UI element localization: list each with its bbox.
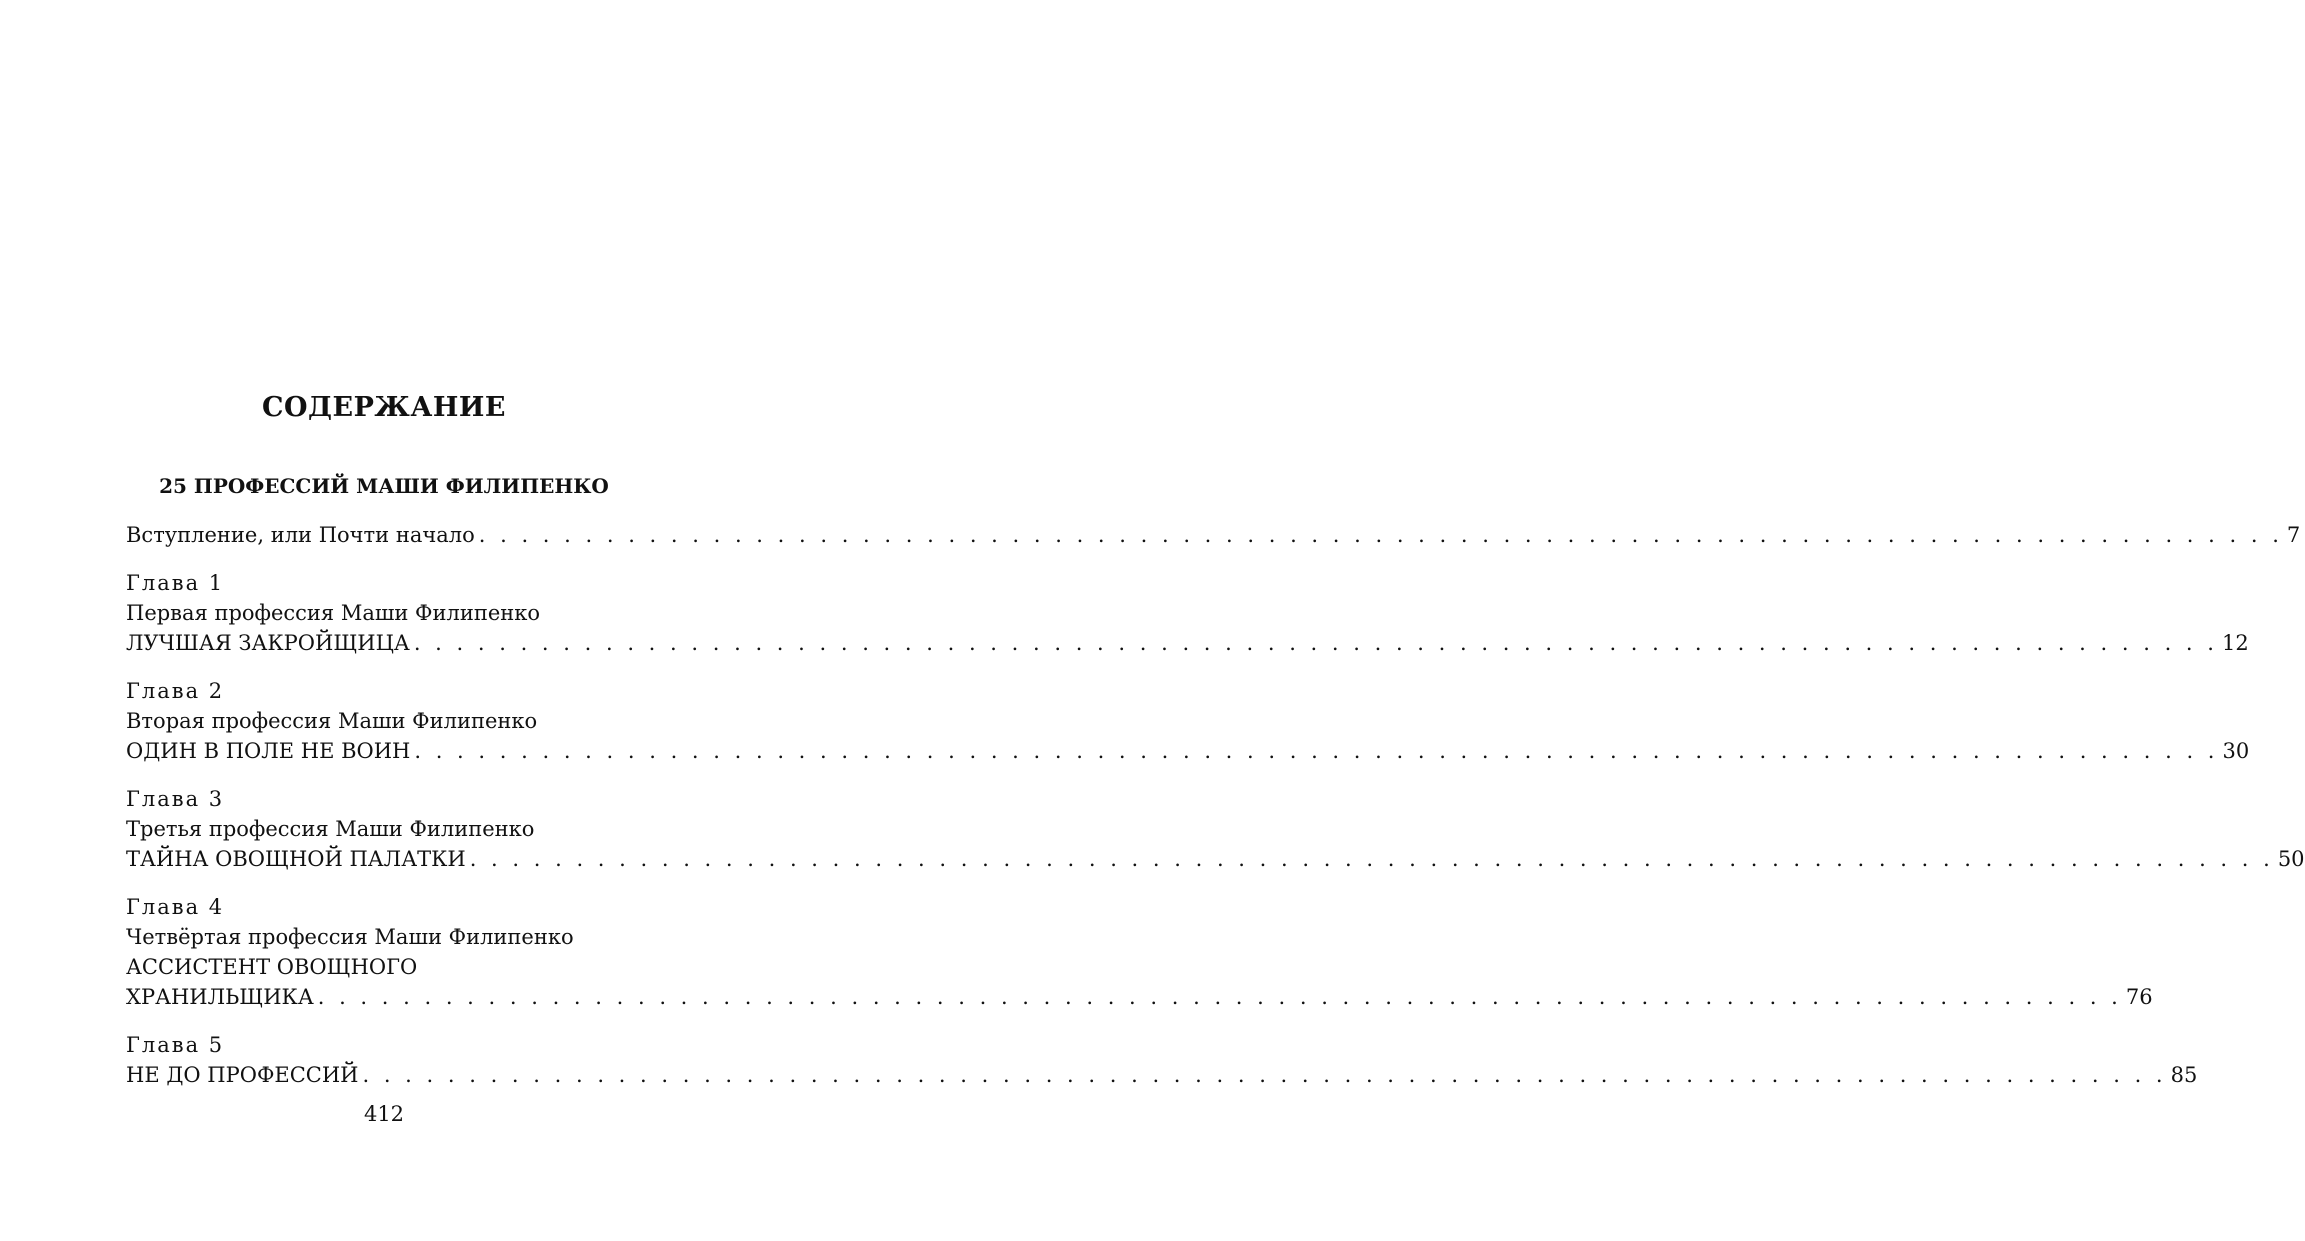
toc-entry-title-line-2: ХРАНИЛЬЩИКА <box>126 985 314 1009</box>
toc-page-number: 76 <box>2125 985 2153 1009</box>
toc-entry-title: ТАЙНА ОВОЩНОЙ ПАЛАТКИ <box>126 847 466 871</box>
toc-page-number: 50 <box>2277 847 2305 871</box>
toc-entry-title: ЛУЧШАЯ ЗАКРОЙЩИЦА <box>126 631 410 655</box>
chapter-label: Глава 2 <box>126 679 225 703</box>
toc-entry-title: НЕ ДО ПРОФЕССИЙ <box>126 1063 359 1087</box>
dot-leader: . . . . . . . . . . . . . . . . . . . . . . . . . . . . . . . . . . . . . . . . . . . . . . . . . . . . . . . . . . . . . . . . . . . . . . . . . . . . . . . . . . . . . <box>317 985 2122 1009</box>
page-number: 412 <box>363 1102 405 1126</box>
chapter-subtitle: Вторая профессия Маши Филипенко <box>126 709 538 733</box>
toc-page-number: 12 <box>2221 631 2249 655</box>
toc-page-number: 30 <box>2222 739 2250 763</box>
toc-entry-chapter-1[interactable] <box>126 568 2249 658</box>
table-of-contents <box>126 520 2305 1108</box>
toc-entry-title-line-1: АССИСТЕНТ ОВОЩНОГО <box>126 955 418 979</box>
chapter-label: Глава 1 <box>126 571 225 595</box>
toc-entry-line <box>126 1060 2198 1090</box>
toc-entry-chapter-4[interactable] <box>126 892 2153 1012</box>
chapter-label: Глава 5 <box>126 1033 225 1057</box>
toc-entry-line <box>126 520 2301 550</box>
toc-entry-line <box>126 628 2249 658</box>
dot-leader: . . . . . . . . . . . . . . . . . . . . . . . . . . . . . . . . . . . . . . . . . . . . . . . . . . . . . . . . . . . . . . . . . . . . . . . . . . . . . . . . . . . . . <box>478 523 2283 547</box>
toc-entry-line <box>126 844 2305 874</box>
toc-page-number: 85 <box>2170 1063 2198 1087</box>
chapter-subtitle: Третья профессия Маши Филипенко <box>126 817 535 841</box>
toc-page-number: 7 <box>2286 523 2301 547</box>
toc-entry-intro[interactable] <box>126 520 2301 550</box>
dot-leader: . . . . . . . . . . . . . . . . . . . . . . . . . . . . . . . . . . . . . . . . . . . . . . . . . . . . . . . . . . . . . . . . . . . . . . . . . . . . . . . . . . . . . <box>414 739 2219 763</box>
toc-entry-line <box>126 982 2153 1012</box>
toc-entry-title: Вступление, или Почти начало <box>126 523 475 547</box>
contents-subtitle: 25 ПРОФЕССИЙ МАШИ ФИЛИПЕНКО <box>159 474 609 498</box>
chapter-subtitle: Четвёртая профессия Маши Филипенко <box>126 925 574 949</box>
toc-entry-chapter-5[interactable] <box>126 1030 2198 1090</box>
chapter-label: Глава 4 <box>126 895 225 919</box>
toc-entry-chapter-3[interactable] <box>126 784 2305 874</box>
dot-leader: . . . . . . . . . . . . . . . . . . . . . . . . . . . . . . . . . . . . . . . . . . . . . . . . . . . . . . . . . . . . . . . . . . . . . . . . . . . . . . . . . . . . . <box>469 847 2274 871</box>
dot-leader: . . . . . . . . . . . . . . . . . . . . . . . . . . . . . . . . . . . . . . . . . . . . . . . . . . . . . . . . . . . . . . . . . . . . . . . . . . . . . . . . . . . . . <box>413 631 2218 655</box>
toc-entry-title: ОДИН В ПОЛЕ НЕ ВОИН <box>126 739 411 763</box>
dot-leader: . . . . . . . . . . . . . . . . . . . . . . . . . . . . . . . . . . . . . . . . . . . . . . . . . . . . . . . . . . . . . . . . . . . . . . . . . . . . . . . . . . . . . <box>362 1063 2167 1087</box>
chapter-subtitle: Первая профессия Маши Филипенко <box>126 601 541 625</box>
contents-title: СОДЕРЖАНИЕ <box>262 392 506 423</box>
toc-entry-line <box>126 736 2250 766</box>
chapter-label: Глава 3 <box>126 787 225 811</box>
toc-entry-chapter-2[interactable] <box>126 676 2250 766</box>
